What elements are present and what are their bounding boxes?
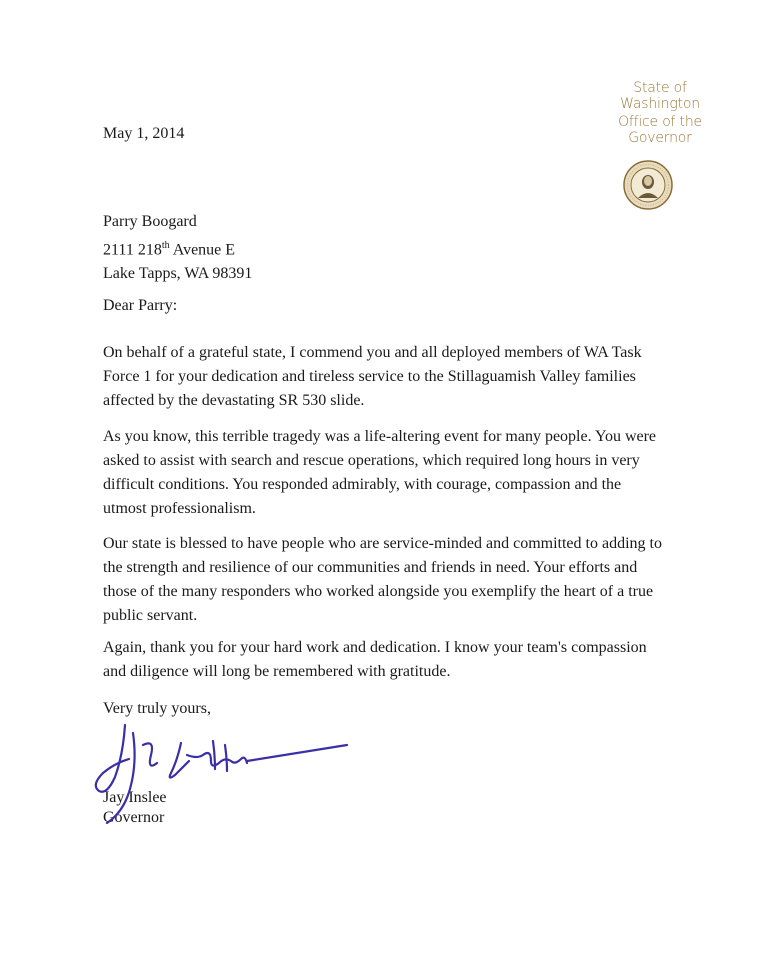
signer-name: Jay Inslee bbox=[103, 789, 167, 806]
paragraph-2: As you know, this terrible tragedy was a life-altering event for many people. You were asked to assist with search and rescue operations, which required long hours in very difficult conditions. You responded admirably, with courage, compassion and the utmost professionalism. bbox=[103, 428, 657, 517]
street-number: 2111 218 bbox=[103, 241, 162, 259]
signer-title: Governor bbox=[103, 809, 165, 826]
paragraph-1: On behalf of a grateful state, I commend you and all deployed members of WA Task Force 1 for your dedication and tireless service to the Stillaguamish Valley families affected by the devastating SR 530 slide. bbox=[103, 344, 642, 409]
closing: Very truly yours, bbox=[103, 700, 211, 717]
recipient-name: Parry Boogard bbox=[103, 213, 197, 230]
letterhead-governor: Governor bbox=[628, 130, 692, 146]
letterhead bbox=[560, 80, 760, 146]
paragraph-4: Again, thank you for your hard work and dedication. I know your team's compassion and diligence will long be remembered with gratitude. bbox=[103, 639, 647, 680]
paragraph-3: Our state is blessed to have people who are service-minded and committed to adding to the strength and resilience of our communities and friends in need. Your efforts and those of the many responders who worked alongside you exemplify the heart of a true public servant. bbox=[103, 535, 662, 624]
recipient-street bbox=[103, 234, 252, 262]
letterhead-state: State of bbox=[633, 80, 687, 96]
letter-date: May 1, 2014 bbox=[103, 125, 185, 142]
street-suffix: th bbox=[161, 240, 170, 251]
street-rest: Avenue E bbox=[169, 241, 236, 259]
recipient-city: Lake Tapps, WA 98391 bbox=[103, 265, 253, 283]
letterhead-washington: Washington bbox=[620, 96, 700, 112]
state-seal-icon bbox=[623, 160, 673, 210]
letterhead-office: Office of the bbox=[618, 114, 702, 130]
recipient-address bbox=[103, 210, 252, 286]
salutation: Dear Parry: bbox=[103, 297, 178, 314]
handwritten-signature-icon bbox=[85, 715, 355, 835]
